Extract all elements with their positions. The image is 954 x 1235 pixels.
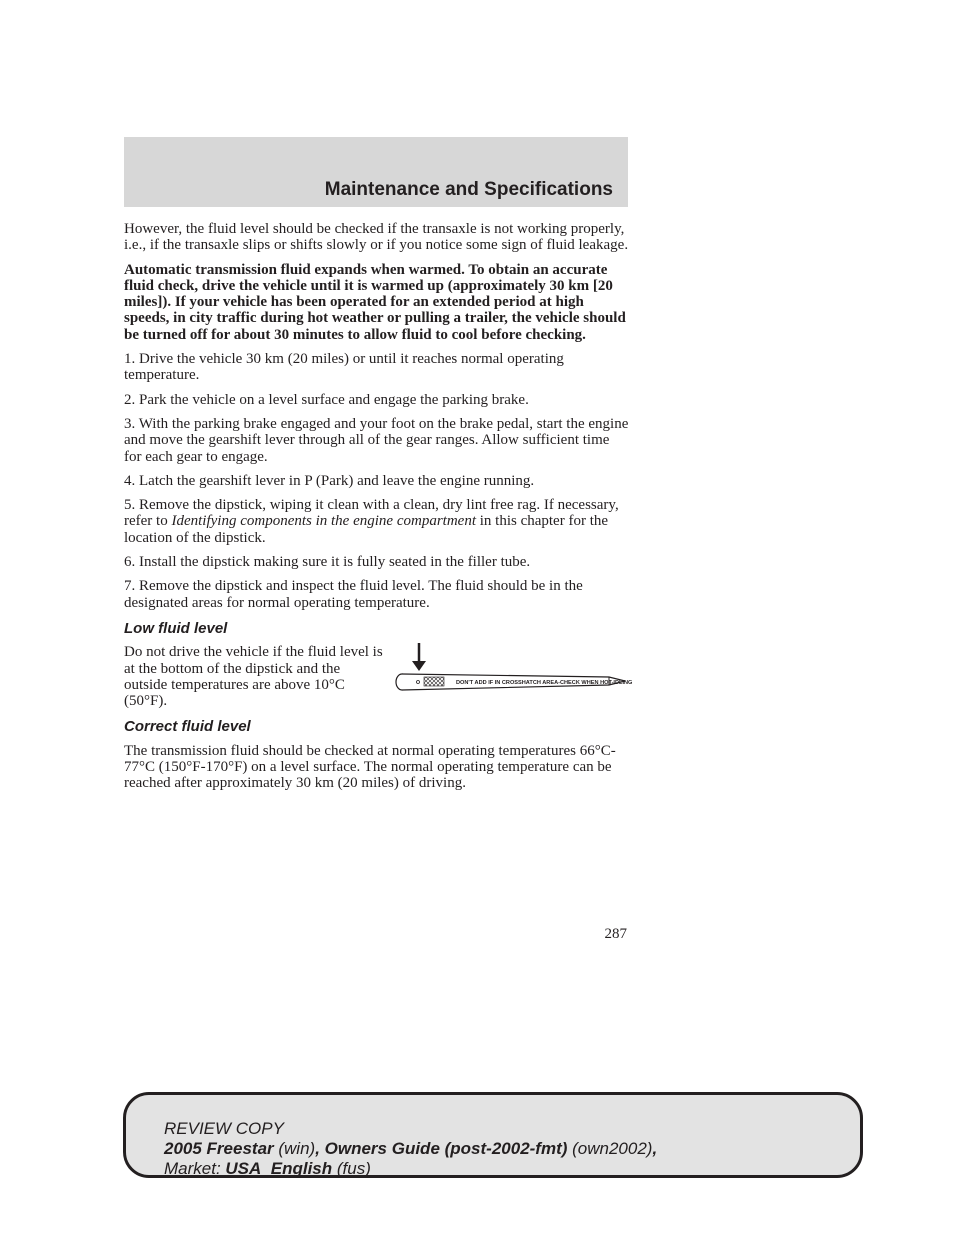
step-5-text-b: in this chapter for the location of the dipstick. bbox=[124, 513, 609, 546]
footer-line-2: 2005 Freestar (win), Owners Guide (post-2002-fmt) (own2002), bbox=[164, 1139, 658, 1158]
step-5-reference: Identifying components in the engine compartment bbox=[171, 513, 476, 530]
step-5 bbox=[124, 497, 630, 546]
step-7: 7. Remove the dipstick and inspect the fluid level. The fluid should be in the designated areas for normal operating temperature. bbox=[124, 578, 583, 611]
review-copy-label: REVIEW COPY bbox=[164, 1119, 284, 1138]
step-4: 4. Latch the gearshift lever in P (Park) and leave the engine running. bbox=[124, 472, 535, 489]
arrow-head bbox=[412, 661, 426, 671]
step-3: 3. With the parking brake engaged and your foot on the brake pedal, start the engine and move the gearshift lever through all of the gear ranges. Allow sufficient time for each gear to engage. bbox=[124, 415, 629, 465]
review-footer bbox=[123, 1092, 863, 1178]
dipstick-illustration bbox=[394, 641, 634, 697]
footer-line-3: Market: USA_English (fus) bbox=[164, 1159, 371, 1178]
step-5-text-a: 5. Remove the dipstick, wiping it clean with a clean, dry lint free rag. If necessary, refer to bbox=[124, 497, 619, 530]
crosshatch-area bbox=[424, 677, 444, 686]
step-2: 2. Park the vehicle on a level surface and engage the parking brake. bbox=[124, 391, 529, 408]
page-title: Maintenance and Specifications bbox=[324, 179, 613, 200]
dipstick-label: DON'T ADD IF IN CROSSHATCH AREA-CHECK WHEN HOT-IDLING bbox=[456, 680, 633, 687]
footer-text bbox=[164, 1119, 657, 1179]
section-header bbox=[124, 137, 628, 207]
correct-fluid-heading: Correct fluid level bbox=[124, 718, 251, 736]
low-fluid-section bbox=[124, 644, 633, 710]
step-1: 1. Drive the vehicle 30 km (20 miles) or until it reaches normal operating temperature. bbox=[124, 351, 564, 384]
step-6: 6. Install the dipstick making sure it is fully seated in the filler tube. bbox=[124, 554, 531, 571]
main-content bbox=[124, 221, 633, 800]
low-fluid-heading: Low fluid level bbox=[124, 619, 228, 637]
page-number: 287 bbox=[604, 926, 627, 942]
correct-fluid-text: The transmission fluid should be checked at normal operating temperatures 66°C-77°C (150°F-170°F) on a level surface. The normal operating temperature can be reached after approximately 30 km (20 miles) of driving. bbox=[124, 742, 616, 792]
low-fluid-text: Do not drive the vehicle if the fluid level is at the bottom of the dipstick and the outside temperatures are above 10°C (50°F). bbox=[124, 644, 383, 710]
paragraph-warning: Automatic transmission fluid expands when warmed. To obtain an accurate fluid check, drive the vehicle until it is warmed up (approximately 30 km [20 miles]). If your vehicle has been operated for an extended period at high speeds, in city traffic during hot weather or pulling a trailer, the vehicle should be turned off for about 30 minutes to allow fluid to cool before checking. bbox=[124, 261, 626, 343]
paragraph-intro: However, the fluid level should be checked if the transaxle is not working properly, i.e., if the transaxle slips or shifts slowly or if you notice some sign of fluid leakage. bbox=[124, 221, 629, 254]
